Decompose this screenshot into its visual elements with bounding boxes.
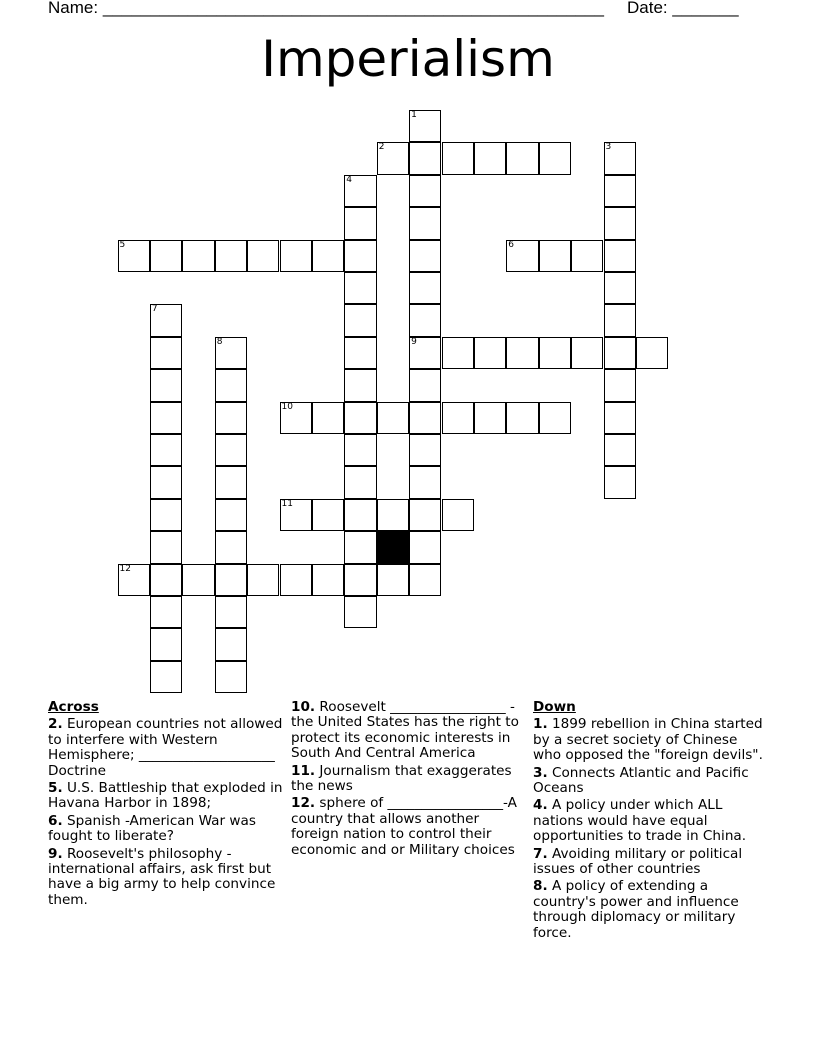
grid-cell[interactable] <box>150 304 182 336</box>
grid-cell[interactable] <box>506 240 538 272</box>
grid-cell[interactable] <box>150 564 182 596</box>
clue-across-10: 10. Roosevelt _________________ -the United States has the right to protect its economic interests in South And Central America <box>291 699 519 762</box>
grid-cell[interactable] <box>604 466 636 498</box>
grid-cell[interactable] <box>604 402 636 434</box>
grid-cell[interactable] <box>442 337 474 369</box>
clue-number: 5 <box>119 239 126 250</box>
grid-cell[interactable] <box>409 402 441 434</box>
clue-number: 7 <box>151 304 158 315</box>
grid-cell[interactable] <box>344 304 376 336</box>
grid-cell[interactable] <box>442 142 474 174</box>
grid-cell[interactable] <box>150 499 182 531</box>
grid-cell[interactable] <box>150 240 182 272</box>
grid-cell[interactable] <box>150 628 182 660</box>
grid-cell[interactable] <box>182 564 214 596</box>
clue-number: 2 <box>378 142 385 153</box>
grid-cell[interactable] <box>247 564 279 596</box>
grid-cell[interactable] <box>409 531 441 563</box>
grid-cell[interactable] <box>604 434 636 466</box>
grid-cell[interactable] <box>215 337 247 369</box>
grid-cell[interactable] <box>442 499 474 531</box>
grid-cell[interactable] <box>409 499 441 531</box>
clue-down-7: 7. Avoiding military or political issues of other countries <box>533 845 743 878</box>
grid-cell[interactable] <box>215 369 247 401</box>
grid-cell[interactable] <box>539 240 571 272</box>
clue-number: 11 <box>281 498 293 509</box>
date-label: Date: <box>627 0 668 17</box>
clue-across-6: 6. Spanish -American War was fought to liberate? <box>48 812 256 845</box>
grid-cell[interactable] <box>150 466 182 498</box>
grid-cell[interactable] <box>571 240 603 272</box>
clue-number: 12 <box>119 563 131 574</box>
grid-cell[interactable] <box>409 466 441 498</box>
grid-cell[interactable] <box>150 531 182 563</box>
grid-cell[interactable] <box>506 337 538 369</box>
grid-cell[interactable] <box>604 240 636 272</box>
grid-cell[interactable] <box>312 240 344 272</box>
grid-cell[interactable] <box>150 369 182 401</box>
clue-number: 9 <box>411 336 417 347</box>
black-cell <box>377 531 409 563</box>
grid-cell[interactable] <box>539 142 571 174</box>
grid-cell[interactable] <box>215 628 247 660</box>
date-line[interactable]: _______ <box>672 0 739 17</box>
grid-cell[interactable] <box>604 142 636 174</box>
grid-cell[interactable] <box>344 337 376 369</box>
grid-cell[interactable] <box>604 304 636 336</box>
grid-cell[interactable] <box>344 240 376 272</box>
grid-cell[interactable] <box>280 564 312 596</box>
grid-cell[interactable] <box>215 499 247 531</box>
grid-cell[interactable] <box>344 466 376 498</box>
grid-cell[interactable] <box>604 369 636 401</box>
grid-cell[interactable] <box>409 142 441 174</box>
grid-cell[interactable] <box>150 337 182 369</box>
grid-cell[interactable] <box>344 207 376 239</box>
grid-cell[interactable] <box>215 240 247 272</box>
clue-across-2: 2. European countries not allowed to interfere with Western Hemisphere; ____________________ Doctrine <box>48 716 283 779</box>
grid-cell[interactable] <box>409 240 441 272</box>
grid-cell[interactable] <box>409 304 441 336</box>
grid-cell[interactable] <box>182 240 214 272</box>
grid-cell[interactable] <box>150 661 182 693</box>
grid-cell[interactable] <box>571 337 603 369</box>
grid-cell[interactable] <box>377 402 409 434</box>
clue-number: 4 <box>346 174 353 185</box>
name-line[interactable]: _____________________________________________________ <box>102 0 604 17</box>
grid-cell[interactable] <box>118 564 150 596</box>
grid-cell[interactable] <box>409 369 441 401</box>
grid-cell[interactable] <box>539 337 571 369</box>
grid-cell[interactable] <box>312 402 344 434</box>
clue-number: 6 <box>508 239 515 250</box>
page-title: Imperialism <box>261 30 555 88</box>
across-clues <box>48 700 284 910</box>
clue-down-8: 8. A policy of extending a country's power and influence through diplomacy or military force. <box>533 878 739 941</box>
grid-cell[interactable] <box>474 402 506 434</box>
grid-cell[interactable] <box>636 337 668 369</box>
grid-cell[interactable] <box>215 564 247 596</box>
grid-cell[interactable] <box>409 207 441 239</box>
grid-cell[interactable] <box>280 402 312 434</box>
grid-cell[interactable] <box>604 337 636 369</box>
grid-cell[interactable] <box>344 402 376 434</box>
grid-cell[interactable] <box>344 175 376 207</box>
clue-down-3: 3. Connects Atlantic and Pacific Oceans <box>533 764 749 797</box>
grid-cell[interactable] <box>312 564 344 596</box>
grid-cell[interactable] <box>506 402 538 434</box>
grid-cell[interactable] <box>377 499 409 531</box>
grid-cell[interactable] <box>474 337 506 369</box>
grid-cell[interactable] <box>215 531 247 563</box>
down-clues <box>533 700 763 943</box>
clue-number: 3 <box>605 142 612 153</box>
grid-cell[interactable] <box>215 466 247 498</box>
grid-cell[interactable] <box>409 272 441 304</box>
grid-cell[interactable] <box>150 596 182 628</box>
clue-across-12: 12. sphere of _________________-A country that allows another foreign nation to control their economic and or Military choices <box>291 795 517 858</box>
grid-cell[interactable] <box>442 402 474 434</box>
across-clues-continued <box>291 700 527 860</box>
grid-cell[interactable] <box>409 337 441 369</box>
grid-cell[interactable] <box>344 499 376 531</box>
grid-cell[interactable] <box>474 142 506 174</box>
clue-across-9: 9. Roosevelt's philosophy - international affairs, ask first but have a big army to help convince them. <box>48 845 276 908</box>
grid-cell[interactable] <box>280 499 312 531</box>
grid-cell[interactable] <box>377 142 409 174</box>
grid-cell[interactable] <box>150 434 182 466</box>
clue-number: 1 <box>411 110 417 120</box>
grid-cell[interactable] <box>247 240 279 272</box>
grid-cell[interactable] <box>215 661 247 693</box>
clue-number: 10 <box>281 401 293 412</box>
across-heading: Across <box>48 699 99 715</box>
grid-cell[interactable] <box>215 402 247 434</box>
grid-cell[interactable] <box>344 272 376 304</box>
grid-cell[interactable] <box>409 110 441 142</box>
clue-across-5: 5. U.S. Battleship that exploded in Havana Harbor in 1898; <box>48 780 283 812</box>
clue-across-11: 11. Journalism that exaggerates the news <box>291 762 512 795</box>
grid-cell[interactable] <box>150 402 182 434</box>
grid-cell[interactable] <box>118 240 150 272</box>
grid-cell[interactable] <box>377 564 409 596</box>
clue-down-1: 1. 1899 rebellion in China started by a secret society of Chinese who opposed the "foreign devils". <box>533 716 763 764</box>
clue-number: 8 <box>216 336 223 347</box>
grid-cell[interactable] <box>506 142 538 174</box>
grid-cell[interactable] <box>312 499 344 531</box>
grid-cell[interactable] <box>215 596 247 628</box>
grid-cell[interactable] <box>344 564 376 596</box>
grid-cell[interactable] <box>409 175 441 207</box>
clue-down-4: 4. A policy under which ALL nations would have equal opportunities to trade in China. <box>533 797 747 845</box>
grid-cell[interactable] <box>344 434 376 466</box>
grid-cell[interactable] <box>604 175 636 207</box>
name-label: Name: <box>48 0 99 17</box>
grid-cell[interactable] <box>539 402 571 434</box>
grid-cell[interactable] <box>409 434 441 466</box>
grid-cell[interactable] <box>604 207 636 239</box>
grid-cell[interactable] <box>344 369 376 401</box>
grid-cell[interactable] <box>409 564 441 596</box>
grid-cell[interactable] <box>280 240 312 272</box>
grid-cell[interactable] <box>344 596 376 628</box>
grid-cell[interactable] <box>344 531 376 563</box>
down-heading: Down <box>533 699 576 715</box>
grid-cell[interactable] <box>215 434 247 466</box>
grid-cell[interactable] <box>604 272 636 304</box>
